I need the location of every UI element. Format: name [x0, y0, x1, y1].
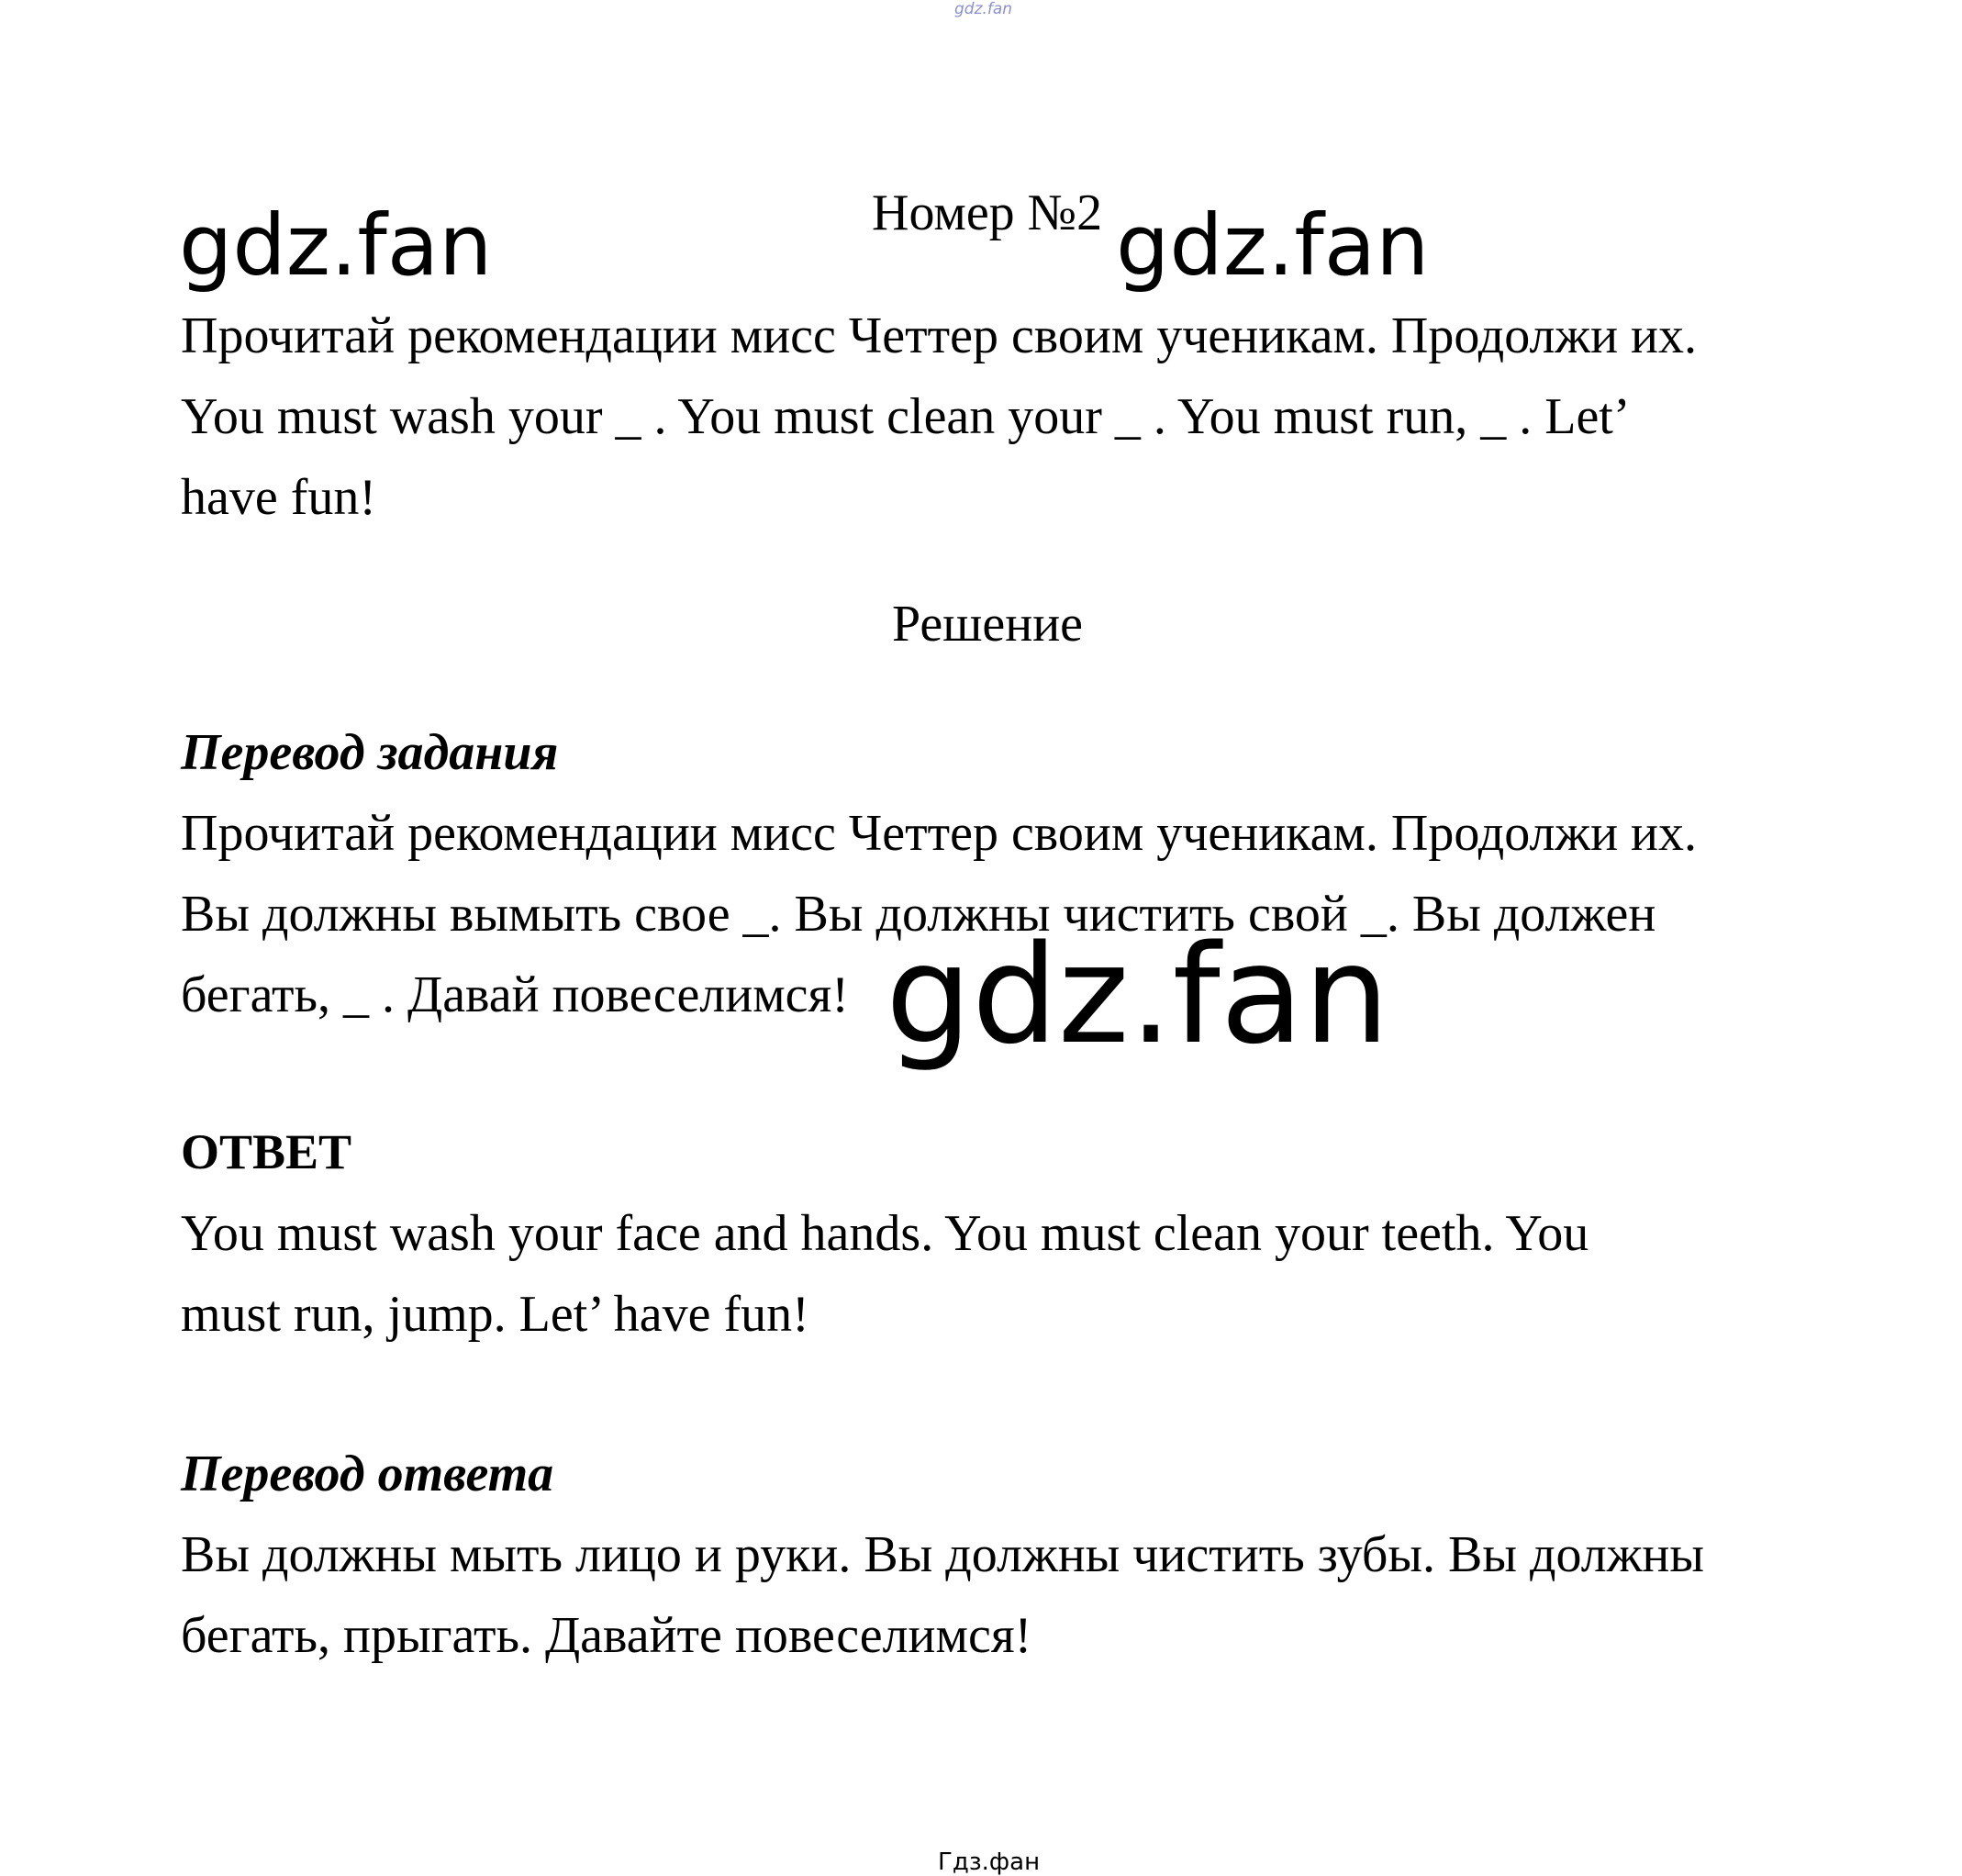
watermark-right: gdz.fan: [1116, 196, 1430, 295]
page-title: Номер №2: [872, 184, 1103, 241]
watermark-center: gdz.fan: [886, 916, 1390, 1074]
answer-translation-heading: Перевод ответа: [181, 1446, 554, 1502]
task-text-line-3: have fun!: [181, 469, 377, 526]
watermark-left: gdz.fan: [179, 196, 493, 295]
answer-heading: ОТВЕТ: [181, 1124, 352, 1179]
watermark-top: gdz.fan: [954, 0, 1013, 18]
solution-heading: Решение: [892, 596, 1084, 653]
footer-text: Гдз.фан: [938, 1848, 1041, 1876]
task-text-line-2: You must wash your _ . You must clean your _ . You must run, _ . Let’: [181, 388, 1631, 445]
task-translation-line-3: бегать, _ . Давай повеселимся!: [181, 966, 849, 1023]
task-text-line-1: Прочитай рекомендации мисс Четтер своим ученикам. Продолжи их.: [181, 307, 1698, 364]
answer-line-1: You must wash your face and hands. You must clean your teeth. You: [181, 1205, 1589, 1262]
task-translation-line-2: Вы должны вымыть свое _. Вы должны чистить свой _. Вы должен: [181, 886, 1656, 943]
answer-translation-line-1: Вы должны мыть лицо и руки. Вы должны чистить зубы. Вы должны: [181, 1526, 1705, 1583]
answer-translation-line-2: бегать, прыгать. Давайте повеселимся!: [181, 1607, 1032, 1664]
answer-line-2: must run, jump. Let’ have fun!: [181, 1286, 809, 1343]
task-translation-heading: Перевод задания: [181, 724, 559, 781]
task-translation-line-1: Прочитай рекомендации мисс Четтер своим ученикам. Продолжи их.: [181, 805, 1698, 862]
